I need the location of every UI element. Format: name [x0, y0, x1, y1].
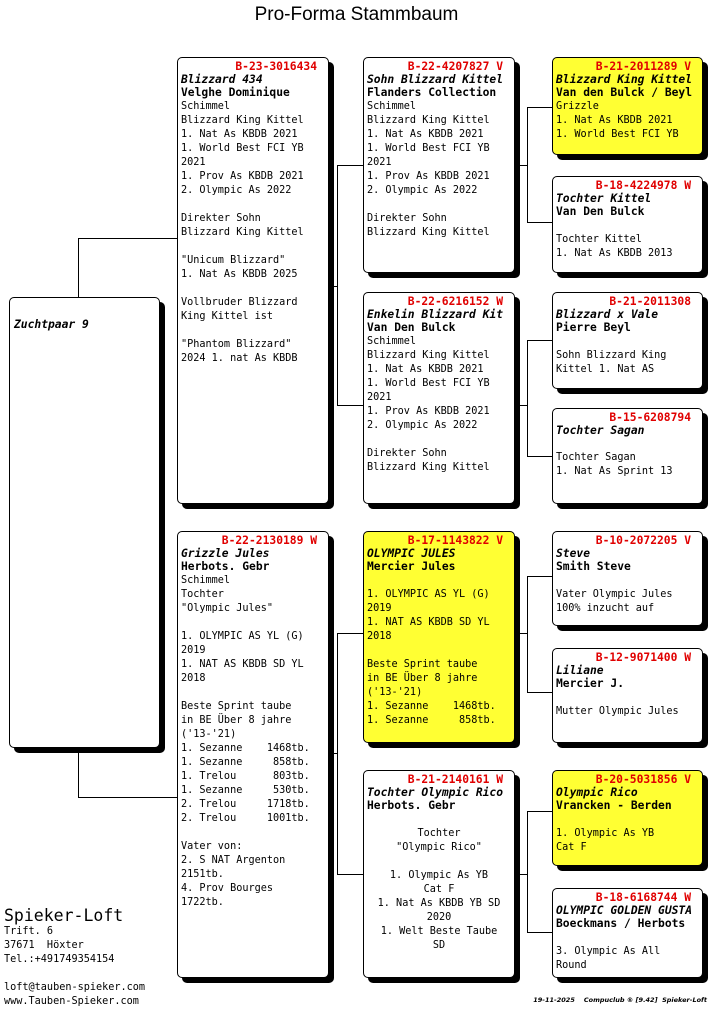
fmm-card[interactable] — [552, 408, 703, 504]
connector-line — [527, 576, 553, 577]
breeder-name: Van den Bulck / Beyl — [556, 86, 693, 99]
ring-number: B-22-4207827 V — [407, 60, 503, 73]
note-line: 1. OLYMPIC AS YL (G) — [367, 589, 490, 600]
note-line: 1. Prov As KBDB 2021 — [181, 171, 304, 182]
note-line: 1. Nat As KBDB 2021 — [367, 129, 484, 140]
note-line — [367, 855, 511, 869]
note-line: Direkter Sohn — [181, 213, 261, 224]
mother-father-card[interactable] — [363, 531, 515, 743]
note-spacer — [367, 813, 511, 827]
ring-number: B-10-2072205 V — [595, 534, 691, 547]
connector-line — [337, 165, 364, 166]
connector-line — [78, 238, 179, 239]
note-line: 1. Welt Beste Taube — [380, 926, 498, 937]
note-line: King Kittel ist — [181, 311, 274, 322]
connector-line — [515, 165, 527, 166]
breeder-name: Velghe Dominique — [181, 86, 290, 99]
connector-line — [515, 405, 527, 406]
note-line: Sohn Blizzard King — [556, 350, 667, 361]
note-line — [367, 198, 511, 212]
note-line: in BE Über 8 jahre — [181, 715, 292, 726]
pigeon-notes — [556, 219, 699, 261]
breeder-name: Vrancken - Berden — [556, 799, 672, 812]
mother-card[interactable] — [177, 531, 329, 978]
note-line: "Unicum Blizzard" — [181, 255, 286, 266]
note-line — [181, 686, 325, 700]
ring-number: B-22-6216152 W — [407, 295, 503, 308]
note-line — [181, 324, 325, 338]
connector-line — [337, 165, 338, 406]
note-line: 2. Olympic As 2022 — [367, 185, 478, 196]
note-line: 2018 — [181, 673, 206, 684]
connector-line — [527, 340, 528, 457]
note-spacer — [556, 574, 699, 588]
note-line: 1. Nat As KBDB 2021 — [181, 129, 298, 140]
fff-card[interactable] — [552, 57, 703, 155]
pigeon-notes — [556, 931, 699, 973]
page-title: Pro-Forma Stammbaum — [254, 4, 459, 25]
note-line: 1722tb. — [181, 897, 224, 908]
plumage-color: Schimmel — [181, 101, 231, 112]
note-line: Blizzard King Kittel — [367, 115, 490, 126]
connector-line — [337, 874, 364, 875]
note-line: SD — [432, 940, 446, 951]
note-line: 2021 — [367, 392, 392, 403]
note-line: 2151tb. — [181, 869, 224, 880]
connector-line — [527, 932, 553, 933]
note-line: Vollbruder Blizzard — [181, 297, 298, 308]
note-line: 1. Sezanne 1468tb. — [181, 743, 310, 754]
connector-line — [527, 222, 553, 223]
connector-line — [527, 107, 553, 108]
pigeon-name: Grizzle Jules — [181, 547, 270, 560]
pigeon-name: Blizzard 434 — [181, 73, 263, 86]
pigeon-notes — [556, 114, 699, 142]
mmm-card[interactable] — [552, 888, 703, 978]
pigeon-name: Enkelin Blizzard Kit — [367, 308, 504, 321]
connector-line — [337, 633, 338, 875]
note-line: 2024 1. nat As KBDB — [181, 353, 298, 364]
loft-city: 37671 Höxter — [4, 940, 84, 951]
note-line: 1. Sezanne 858tb. — [367, 715, 496, 726]
connector-line — [78, 238, 79, 298]
note-line: 2021 — [367, 157, 392, 168]
note-line: 3. Olympic As All — [556, 946, 661, 957]
ring-number: B-18-4224978 W — [595, 179, 691, 192]
pigeon-notes — [367, 349, 511, 475]
note-line: 1. OLYMPIC AS YL (G) — [181, 631, 304, 642]
connector-line — [527, 107, 528, 223]
pigeon-notes — [556, 813, 699, 855]
pigeon-name: Olympic Rico — [556, 786, 638, 799]
note-line — [181, 282, 325, 296]
plumage-color: Grizzle — [556, 101, 599, 112]
loft-web-link[interactable]: www.Tauben-Spieker.com — [4, 996, 139, 1007]
note-line: 2. Trelou 1718tb. — [181, 799, 310, 810]
pigeon-name: Tochter Sagan — [556, 424, 645, 437]
note-line: 1. World Best FCI YB — [181, 143, 304, 154]
note-line: 1. Sezanne 1468tb. — [367, 701, 496, 712]
note-line: Vater von: — [181, 841, 243, 852]
note-spacer — [556, 437, 699, 451]
note-line: 1. Nat As KBDB 2025 — [181, 269, 298, 280]
note-line: Beste Sprint taube — [367, 659, 478, 670]
note-line: Beste Sprint taube — [181, 701, 292, 712]
connector-line — [515, 874, 527, 875]
pigeon-notes — [181, 114, 325, 366]
pigeon-notes — [556, 335, 699, 377]
pigeon-name: Blizzard King Kittel — [556, 73, 693, 86]
note-line: Blizzard King Kittel — [181, 227, 304, 238]
connector-line — [78, 748, 79, 798]
breeder-name: Herbots. Gebr — [181, 560, 270, 573]
plumage-color: Schimmel — [367, 336, 417, 347]
note-line: 1. World Best FCI YB — [367, 143, 490, 154]
mfm-card[interactable] — [552, 648, 703, 743]
note-line: 1. Nat As KBDB 2021 — [556, 115, 673, 126]
note-line: 2019 — [367, 603, 392, 614]
note-spacer — [556, 335, 699, 349]
connector-line — [337, 633, 364, 634]
note-line: 2. Olympic As 2022 — [367, 420, 478, 431]
ring-number: B-23-3016434 — [235, 60, 317, 73]
note-line: Round — [556, 960, 587, 971]
breeder-name: Flanders Collection — [367, 86, 497, 99]
note-line: 4. Prov Bourges — [181, 883, 274, 894]
ring-number: B-17-1143822 V — [407, 534, 503, 547]
note-line — [181, 240, 325, 254]
ring-number: B-21-2140161 W — [407, 773, 503, 786]
loft-email-link[interactable]: loft@tauben-spieker.com — [4, 982, 146, 993]
note-line: "Olympic Rico" — [396, 842, 482, 853]
note-line — [181, 616, 325, 630]
pigeon-name: Blizzard x Vale — [556, 308, 659, 321]
note-line: ('13-'21) — [181, 729, 237, 740]
note-line: Tochter — [181, 589, 224, 600]
pigeon-name: Liliane — [556, 664, 604, 677]
connector-line — [78, 797, 179, 798]
plumage-color: Schimmel — [367, 101, 417, 112]
ring-number: B-21-2011289 V — [595, 60, 691, 73]
pigeon-name: Tochter Olympic Rico — [367, 786, 504, 799]
note-line: Tochter — [417, 828, 461, 839]
note-line — [181, 198, 325, 212]
note-line: "Phantom Blizzard" — [181, 339, 292, 350]
note-line: "Olympic Jules" — [181, 603, 274, 614]
ring-number: B-18-6168744 W — [595, 891, 691, 904]
note-line: Blizzard King Kittel — [367, 227, 490, 238]
note-line: 1. Nat As KBDB 2013 — [556, 248, 673, 259]
pigeon-notes — [181, 588, 325, 910]
plumage-color: Schimmel — [181, 575, 231, 586]
note-line: Cat F — [556, 842, 587, 853]
note-line: Direkter Sohn — [367, 448, 447, 459]
note-line: 2020 — [426, 912, 452, 923]
connector-line — [515, 633, 527, 634]
mother-mother-card[interactable] — [363, 770, 515, 978]
note-line: 1. Sezanne 530tb. — [181, 785, 310, 796]
note-line: Blizzard King Kittel — [181, 115, 304, 126]
note-spacer — [367, 574, 511, 588]
father-father-card[interactable] — [363, 57, 515, 273]
note-line: Vater Olympic Jules — [556, 589, 673, 600]
note-line: 1. World Best FCI YB — [556, 129, 679, 140]
ring-number: B-22-2130189 W — [221, 534, 317, 547]
loft-phone: Tel.:+491749354154 — [4, 954, 115, 965]
note-line: 2. S NAT Argenton — [181, 855, 286, 866]
pigeon-notes — [556, 691, 699, 719]
note-line: 1. Sezanne 858tb. — [181, 757, 310, 768]
pigeon-notes — [556, 437, 699, 479]
note-line: 2018 — [367, 631, 392, 642]
note-line: in BE Über 8 jahre — [367, 673, 478, 684]
note-line: Direkter Sohn — [367, 213, 447, 224]
mmf-card[interactable] — [552, 770, 703, 866]
breeder-name: Smith Steve — [556, 560, 631, 573]
note-line: 1. World Best FCI YB — [367, 378, 490, 389]
note-spacer — [556, 691, 699, 705]
pigeon-notes — [367, 574, 511, 728]
ring-number: B-12-9071400 W — [595, 651, 691, 664]
breeder-name: Herbots. Gebr — [367, 799, 456, 812]
note-line: Tochter Kittel — [556, 234, 642, 245]
note-spacer — [556, 931, 699, 945]
note-spacer — [556, 813, 699, 827]
breeder-name: Pierre Beyl — [556, 321, 631, 334]
note-line: 2. Olympic As 2022 — [181, 185, 292, 196]
note-line: Blizzard King Kittel — [367, 462, 490, 473]
pigeon-name: Sohn Blizzard Kittel — [367, 73, 504, 86]
connector-line — [337, 405, 364, 406]
pigeon-name: OLYMPIC JULES — [367, 547, 456, 560]
ring-number: B-15-6208794 — [609, 411, 691, 424]
note-line: 1. Olympic As YB — [556, 828, 655, 839]
connector-line — [328, 753, 337, 754]
connector-line — [527, 340, 553, 341]
note-line: 1. Prov As KBDB 2021 — [367, 171, 490, 182]
note-spacer — [556, 219, 699, 233]
note-line — [367, 644, 511, 658]
note-line: 1. NAT AS KBDB SD YL — [367, 617, 490, 628]
pigeon-name: Tochter Kittel — [556, 192, 652, 205]
father-card[interactable] — [177, 57, 329, 504]
note-line: 2. Trelou 1001tb. — [181, 813, 310, 824]
connector-line — [527, 811, 553, 812]
connector-line — [328, 286, 337, 287]
connector-line — [527, 811, 528, 933]
connector-line — [527, 576, 528, 693]
note-line: 1. NAT AS KBDB SD YL — [181, 659, 304, 670]
pigeon-notes — [556, 574, 699, 616]
note-line: 1. Olympic As YB — [389, 870, 489, 881]
mff-card[interactable] — [552, 531, 703, 626]
ffm-card[interactable] — [552, 176, 703, 273]
pigeon-name: OLYMPIC GOLDEN GUSTA — [556, 904, 693, 917]
note-line: Cat F — [423, 884, 455, 895]
fmf-card[interactable] — [552, 292, 703, 389]
note-line: Mutter Olympic Jules — [556, 706, 679, 717]
note-line: Tochter Sagan — [556, 452, 636, 463]
note-line — [367, 433, 511, 447]
note-line: 2019 — [181, 645, 206, 656]
loft-name: Spieker-Loft — [4, 906, 124, 925]
pigeon-name: Steve — [556, 547, 591, 560]
breeder-name: Boeckmans / Herbots — [556, 917, 686, 930]
father-mother-card[interactable] — [363, 292, 515, 504]
note-line: 100% inzucht auf — [556, 603, 655, 614]
ring-number: B-21-2011308 — [609, 295, 691, 308]
ring-number: B-20-5031856 V — [595, 773, 691, 786]
pigeon-notes — [367, 114, 511, 240]
connector-line — [527, 456, 553, 457]
footer-imprint: 19-11-2025 Compuclub ® [9.42] Spieker-Loft — [533, 996, 707, 1004]
note-line: Kittel 1. Nat AS — [556, 364, 655, 375]
note-line: 1. Nat As KBDB YB SD — [377, 898, 501, 909]
breeder-name: Mercier Jules — [367, 560, 456, 573]
note-line: ('13-'21) — [367, 687, 423, 698]
connector-line — [527, 692, 553, 693]
note-line: 1. Prov As KBDB 2021 — [367, 406, 490, 417]
root-pair-name: Zuchtpaar 9 — [14, 318, 89, 331]
note-line — [181, 826, 325, 840]
note-line: 1. Trelou 803tb. — [181, 771, 310, 782]
breeder-name: Van Den Bulck — [367, 321, 456, 334]
note-line: 2021 — [181, 157, 206, 168]
loft-street: Trift. 6 — [4, 926, 54, 937]
breeder-name: Van Den Bulck — [556, 205, 645, 218]
note-line: 1. Nat As KBDB 2021 — [367, 364, 484, 375]
root-pair-box[interactable] — [9, 297, 160, 748]
note-line: Blizzard King Kittel — [367, 350, 490, 361]
pigeon-notes — [367, 813, 511, 953]
breeder-name: Mercier J. — [556, 677, 625, 690]
note-line: 1. Nat As Sprint 13 — [556, 466, 673, 477]
